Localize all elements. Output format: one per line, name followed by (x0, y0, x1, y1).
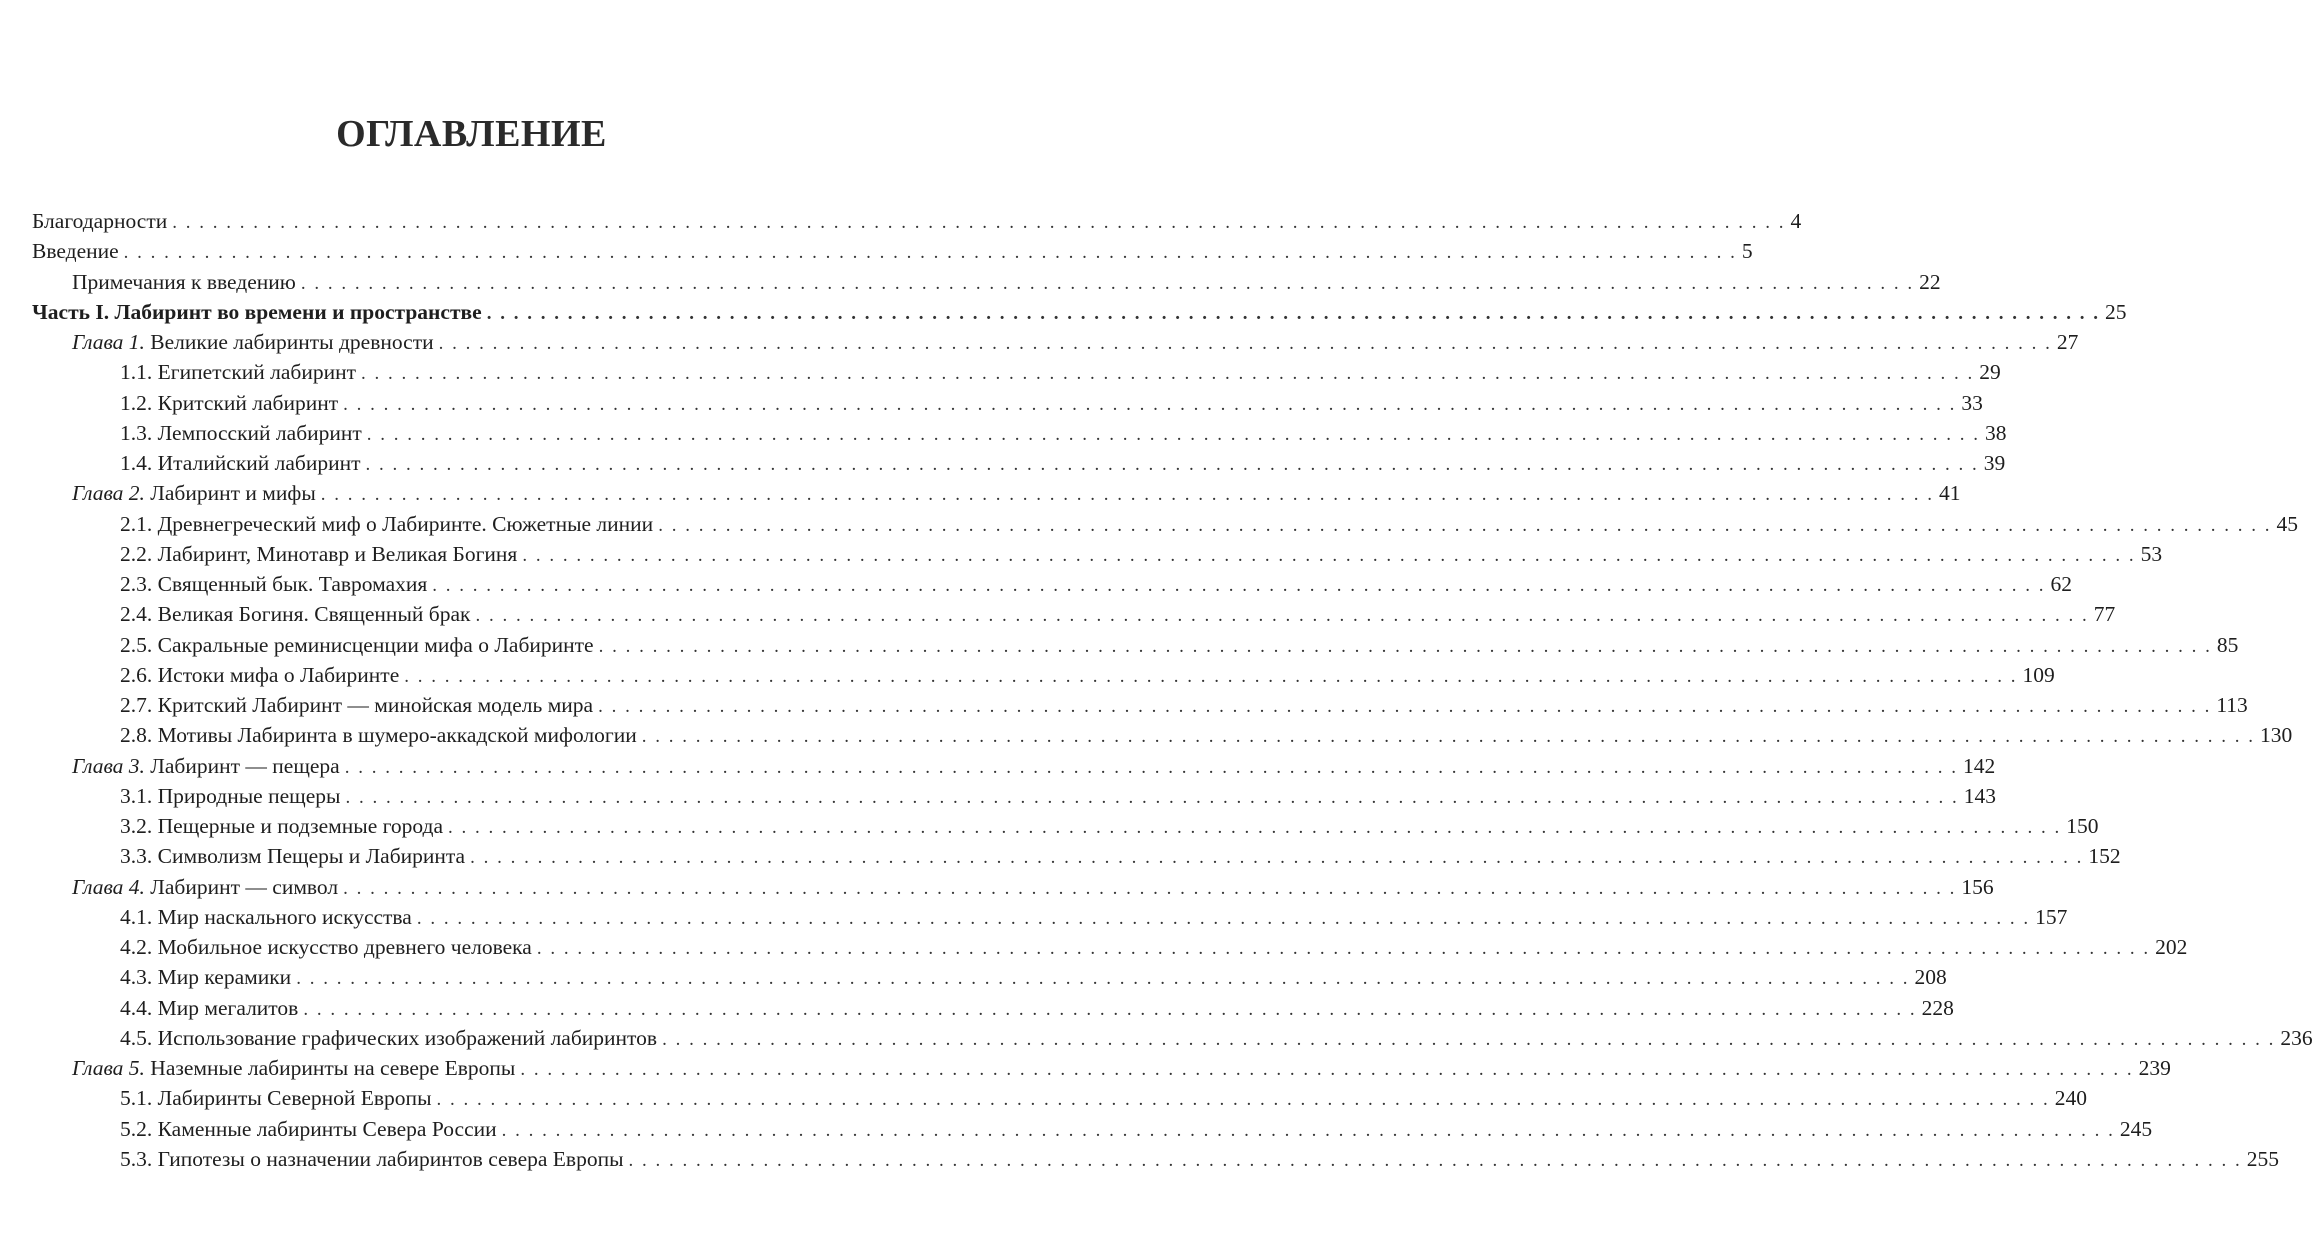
toc-entry-text: Наземные лабиринты на севере Европы (150, 1056, 516, 1080)
toc-entry-label (72, 478, 316, 508)
toc-entry (0, 630, 2239, 660)
toc-entry-label (120, 841, 465, 871)
dot-leader: . . . . . . . . . . . . . . . . . . . . . . . . . . . . . . . . . . . . . . . . . . . . . . . . . . . . . . . . . . . . . . . . . . . . . . . . . . . . . . . . . . . . . . . . . . . . . . . . . . . . . . . . . . . . . . . . . . . . . . . . (365, 454, 1979, 475)
dot-leader: . . . . . . . . . . . . . . . . . . . . . . . . . . . . . . . . . . . . . . . . . . . . . . . . . . . . . . . . . . . . . . . . . . . . . . . . . . . . . . . . . . . . . . . . . . . . . . . . . . . . . . . . . . . . . . . . . . . . . . . . (662, 1028, 2276, 1050)
toc-entry-text: 3.3. Символизм Пещеры и Лабиринта (120, 844, 466, 869)
toc-entry (0, 569, 2073, 599)
toc-entry (0, 297, 2127, 327)
toc-entry (0, 660, 2055, 690)
dot-leader: . . . . . . . . . . . . . . . . . . . . . . . . . . . . . . . . . . . . . . . . . . . . . . . . . . . . . . . . . . . . . . . . . . . . . . . . . . . . . . . . . . . . . . . . . . . . . . . . . . . . . . . . . . . . . . . . . . . . . . . . (598, 696, 2212, 717)
toc-page-number: 5 (1741, 239, 1753, 264)
dot-leader: . . . . . . . . . . . . . . . . . . . . . . . . . . . . . . . . . . . . . . . . . . . . . . . . . . . . . . . . . . . . . . . . . . . . . . . . . . . . . . . . . . . . . . . . . . . . . . . . . . . . . . . . . . . . . . . . . . . . . . . . (296, 968, 1910, 990)
toc-page-number: 39 (1983, 451, 2006, 475)
toc-page-number: 25 (2104, 299, 2127, 324)
toc-page-number: 4 (1790, 209, 1802, 233)
toc-entry-text: 3.1. Природные пещеры (120, 783, 341, 808)
toc-entry-text: 1.2. Критский лабиринт (120, 390, 339, 415)
toc-entry (0, 690, 2248, 720)
toc-entry-text: Примечания к введению (72, 269, 296, 294)
toc-entry (0, 720, 2293, 750)
toc-entry-label (120, 811, 443, 841)
toc-entry-label (120, 720, 637, 750)
dot-leader: . . . . . . . . . . . . . . . . . . . . . . . . . . . . . . . . . . . . . . . . . . . . . . . . . . . . . . . . . . . . . . . . . . . . . . . . . . . . . . . . . . . . . . . . . . . . . . . . . . . . . . . . . . . . . . . . . . . . . . . . (520, 1059, 2134, 1080)
toc-page-number: 85 (2216, 632, 2239, 657)
dot-leader: . . . . . . . . . . . . . . . . . . . . . . . . . . . . . . . . . . . . . . . . . . . . . . . . . . . . . . . . . . . . . . . . . . . . . . . . . . . . . . . . . . . . . . . . . . . . . . . . . . . . . . . . . . . . . . . . . . . . . . . . (436, 1089, 2050, 1111)
toc-entry-label (120, 690, 593, 720)
toc-entry-text: 2.8. Мотивы Лабиринта в шумеро-аккадской мифологии (120, 723, 637, 748)
toc-page-number: 142 (1962, 753, 1996, 778)
dot-leader: . . . . . . . . . . . . . . . . . . . . . . . . . . . . . . . . . . . . . . . . . . . . . . . . . . . . . . . . . . . . . . . . . . . . . . . . . . . . . . . . . . . . . . . . . . . . . . . . . . . . . . . . . . . . . . . . . . . . . . . . (628, 1149, 2242, 1171)
toc-entry-label (72, 751, 340, 781)
dot-leader: . . . . . . . . . . . . . . . . . . . . . . . . . . . . . . . . . . . . . . . . . . . . . . . . . . . . . . . . . . . . . . . . . . . . . . . . . . . . . . . . . . . . . . . . . . . . . . . . . . . . . . . . . . . . . . . . . . . . . . . . (404, 665, 2018, 687)
toc-page-number: 202 (2155, 935, 2188, 959)
toc-chapter-prefix: Глава 3. (72, 753, 145, 778)
toc-entry-text: 2.7. Критский Лабиринт — минойская модель мира (120, 693, 594, 717)
dot-leader: . . . . . . . . . . . . . . . . . . . . . . . . . . . . . . . . . . . . . . . . . . . . . . . . . . . . . . . . . . . . . . . . . . . . . . . . . . . . . . . . . . . . . . . . . . . . . . . . . . . . . . . . . . . . . . . . . . . . . . . . (300, 272, 1915, 294)
toc-entry-text: 2.5. Сакральные реминисценции мифа о Лабиринте (120, 632, 594, 657)
toc-entry (0, 357, 2001, 387)
toc-entry (0, 781, 1996, 811)
toc-entry-text: 4.3. Мир керамики (120, 965, 292, 990)
toc-entry (0, 327, 2079, 357)
toc-entry (0, 418, 2007, 448)
toc-entry-label (120, 1083, 432, 1113)
toc-entry-label (120, 388, 338, 418)
toc-page-number: 53 (2140, 541, 2163, 566)
toc-entry (0, 599, 2116, 629)
dot-leader: . . . . . . . . . . . . . . . . . . . . . . . . . . . . . . . . . . . . . . . . . . . . . . . . . . . . . . . . . . . . . . . . . . . . . . . . . . . . . . . . . . . . . . . . . . . . . . . . . . . . . . . . . . . . . . . . . . . . . . . . (486, 302, 2100, 324)
dot-leader: . . . . . . . . . . . . . . . . . . . . . . . . . . . . . . . . . . . . . . . . . . . . . . . . . . . . . . . . . . . . . . . . . . . . . . . . . . . . . . . . . . . . . . . . . . . . . . . . . . . . . . . . . . . . . . . . . . . . . . . . (303, 998, 1917, 1020)
dot-leader: . . . . . . . . . . . . . . . . . . . . . . . . . . . . . . . . . . . . . . . . . . . . . . . . . . . . . . . . . . . . . . . . . . . . . . . . . . . . . . . . . . . . . . . . . . . . . . . . . . . . . . . . . . . . . . . . . . . . . . . . (641, 726, 2255, 748)
dot-leader: . . . . . . . . . . . . . . . . . . . . . . . . . . . . . . . . . . . . . . . . . . . . . . . . . . . . . . . . . . . . . . . . . . . . . . . . . . . . . . . . . . . . . . . . . . . . . . . . . . . . . . . . . . . . . . . . . . . . . . . . (343, 393, 1957, 415)
toc-page-number: 33 (1961, 390, 1983, 415)
toc-page-number: 62 (2050, 572, 2073, 596)
toc-entry-text: 2.4. Великая Богиня. Священный брак (120, 602, 471, 627)
toc-entry (0, 841, 2121, 871)
toc-page-number: 38 (1985, 420, 2007, 445)
dot-leader: . . . . . . . . . . . . . . . . . . . . . . . . . . . . . . . . . . . . . . . . . . . . . . . . . . . . . . . . . . . . . . . . . . . . . . . . . . . . . . . . . . . . . . . . . . . . . . . . . . . . . . . . . . . . . . . . . . . . . . . . (416, 907, 2031, 929)
toc-entry-label (120, 569, 427, 599)
dot-leader: . . . . . . . . . . . . . . . . . . . . . . . . . . . . . . . . . . . . . . . . . . . . . . . . . . . . . . . . . . . . . . . . . . . . . . . . . . . . . . . . . . . . . . . . . . . . . . . . . . . . . . . . . . . . . . . . . . . . . . . . (432, 575, 2046, 596)
dot-leader: . . . . . . . . . . . . . . . . . . . . . . . . . . . . . . . . . . . . . . . . . . . . . . . . . . . . . . . . . . . . . . . . . . . . . . . . . . . . . . . . . . . . . . . . . . . . . . . . . . . . . . . . . . . . . . . . . . . . . . . . (366, 423, 1981, 445)
dot-leader: . . . . . . . . . . . . . . . . . . . . . . . . . . . . . . . . . . . . . . . . . . . . . . . . . . . . . . . . . . . . . . . . . . . . . . . . . . . . . . . . . . . . . . . . . . . . . . . . . . . . . . . . . . . . . . . . . . . . . . . . (470, 847, 2084, 869)
toc-entry (0, 509, 2298, 539)
dot-leader: . . . . . . . . . . . . . . . . . . . . . . . . . . . . . . . . . . . . . . . . . . . . . . . . . . . . . . . . . . . . . . . . . . . . . . . . . . . . . . . . . . . . . . . . . . . . . . . . . . . . . . . . . . . . . . . . . . . . . . . . (438, 333, 2052, 354)
toc-page-number: 150 (2066, 814, 2099, 838)
dot-leader: . . . . . . . . . . . . . . . . . . . . . . . . . . . . . . . . . . . . . . . . . . . . . . . . . . . . . . . . . . . . . . . . . . . . . . . . . . . . . . . . . . . . . . . . . . . . . . . . . . . . . . . . . . . . . . . . . . . . . . . . (361, 363, 1975, 385)
dot-leader: . . . . . . . . . . . . . . . . . . . . . . . . . . . . . . . . . . . . . . . . . . . . . . . . . . . . . . . . . . . . . . . . . . . . . . . . . . . . . . . . . . . . . . . . . . . . . . . . . . . . . . . . . . . . . . . . . . . . . . . . (658, 514, 2272, 536)
toc-entry-label (120, 902, 412, 932)
toc-page-number: 240 (2054, 1086, 2088, 1111)
dot-leader: . . . . . . . . . . . . . . . . . . . . . . . . . . . . . . . . . . . . . . . . . . . . . . . . . . . . . . . . . . . . . . . . . . . . . . . . . . . . . . . . . . . . . . . . . . . . . . . . . . . . . . . . . . . . . . . . . . . . . . . . (343, 877, 1957, 899)
toc-entry-text: Введение (32, 239, 119, 264)
toc-entry-label (120, 448, 361, 478)
dot-leader: . . . . . . . . . . . . . . . . . . . . . . . . . . . . . . . . . . . . . . . . . . . . . . . . . . . . . . . . . . . . . . . . . . . . . . . . . . . . . . . . . . . . . . . . . . . . . . . . . . . . . . . . . . . . . . . . . . . . . . . . (448, 817, 2062, 838)
dot-leader: . . . . . . . . . . . . . . . . . . . . . . . . . . . . . . . . . . . . . . . . . . . . . . . . . . . . . . . . . . . . . . . . . . . . . . . . . . . . . . . . . . . . . . . . . . . . . . . . . . . . . . . . . . . . . . . . . . . . . . . . (598, 635, 2212, 657)
toc-entry-label (120, 932, 532, 962)
toc-entry-text: 1.4. Италийский лабиринт (120, 451, 361, 475)
toc-chapter-prefix: Глава 1. (72, 330, 145, 354)
toc-entry (0, 872, 1994, 902)
toc-entry-text: 5.1. Лабиринты Северной Европы (120, 1086, 432, 1111)
toc-page-number: 41 (1939, 481, 1961, 506)
toc-entry-label (120, 993, 298, 1023)
toc-entry-text: 1.3. Лемпосский лабиринт (120, 420, 362, 445)
toc-entry-text: 2.2. Лабиринт, Минотавр и Великая Богиня (120, 541, 518, 566)
dot-leader: . . . . . . . . . . . . . . . . . . . . . . . . . . . . . . . . . . . . . . . . . . . . . . . . . . . . . . . . . . . . . . . . . . . . . . . . . . . . . . . . . . . . . . . . . . . . . . . . . . . . . . . . . . . . . . . . . . . . . . . . (522, 544, 2136, 566)
toc-page-number: 156 (1961, 874, 1994, 899)
toc-entry-label (120, 1114, 497, 1144)
page-title: ОГЛАВЛЕНИЕ (336, 113, 607, 155)
toc-entry-text: 2.3. Священный бык. Тавромахия (120, 572, 428, 596)
toc-page-number: 113 (2216, 693, 2248, 717)
toc-page-number: 255 (2246, 1146, 2280, 1171)
toc-entry-text: 2.6. Истоки мифа о Лабиринте (120, 662, 400, 687)
toc-entry (0, 902, 2068, 932)
toc-entry (0, 236, 1753, 266)
dot-leader: . . . . . . . . . . . . . . . . . . . . . . . . . . . . . . . . . . . . . . . . . . . . . . . . . . . . . . . . . . . . . . . . . . . . . . . . . . . . . . . . . . . . . . . . . . . . . . . . . . . . . . . . . . . . . . . . . . . . . . . . (345, 786, 1959, 808)
toc-entry-label (32, 297, 482, 327)
toc-entry (0, 811, 2099, 841)
dot-leader: . . . . . . . . . . . . . . . . . . . . . . . . . . . . . . . . . . . . . . . . . . . . . . . . . . . . . . . . . . . . . . . . . . . . . . . . . . . . . . . . . . . . . . . . . . . . . . . . . . . . . . . . . . . . . . . . . . . . . . . . (320, 484, 1935, 506)
toc-entry-text: Лабиринт — пещера (150, 753, 340, 778)
toc-entry (0, 932, 2188, 962)
toc-entry-label (120, 781, 340, 811)
toc-entry-text: Лабиринт и мифы (150, 481, 316, 506)
toc-page-number: 208 (1914, 965, 1947, 990)
toc-entry-text: Великие лабиринты древности (150, 330, 434, 354)
toc-page-number: 143 (1963, 783, 1996, 808)
toc-entry (0, 1023, 2313, 1053)
toc-entry (0, 478, 1961, 508)
dot-leader: . . . . . . . . . . . . . . . . . . . . . . . . . . . . . . . . . . . . . . . . . . . . . . . . . . . . . . . . . . . . . . . . . . . . . . . . . . . . . . . . . . . . . . . . . . . . . . . . . . . . . . . . . . . . . . . . . . . . . . . . (501, 1119, 2115, 1141)
toc-entry (0, 751, 1996, 781)
toc-entry-label (120, 630, 594, 660)
toc-page-number: 27 (2056, 330, 2079, 354)
toc-entry-text: 3.2. Пещерные и подземные города (120, 814, 444, 838)
dot-leader: . . . . . . . . . . . . . . . . . . . . . . . . . . . . . . . . . . . . . . . . . . . . . . . . . . . . . . . . . . . . . . . . . . . . . . . . . . . . . . . . . . . . . . . . . . . . . . . . . . . . . . . . . . . . . . . . . . . . . . . . (123, 242, 1737, 264)
toc-chapter-prefix: Глава 4. (72, 874, 145, 899)
toc-page-number: 157 (2035, 904, 2068, 929)
toc-page-number: 236 (2280, 1025, 2313, 1050)
toc-entry (0, 1053, 2171, 1083)
toc-entry-label (120, 962, 291, 992)
toc-entry-text: Благодарности (32, 209, 168, 233)
toc-entry (0, 448, 2006, 478)
toc-page-number: 239 (2138, 1056, 2171, 1080)
toc-page-number: 29 (1979, 360, 2001, 385)
toc-entry-text: 4.5. Использование графических изображений лабиринтов (120, 1025, 658, 1050)
toc-entry-label (72, 327, 434, 357)
toc-entry-text: 5.2. Каменные лабиринты Севера России (120, 1116, 497, 1141)
toc-page-number: 77 (2093, 602, 2116, 627)
toc-page-number: 245 (2119, 1116, 2153, 1141)
toc-entry (0, 993, 1954, 1023)
dot-leader: . . . . . . . . . . . . . . . . . . . . . . . . . . . . . . . . . . . . . . . . . . . . . . . . . . . . . . . . . . . . . . . . . . . . . . . . . . . . . . . . . . . . . . . . . . . . . . . . . . . . . . . . . . . . . . . . . . . . . . . . (536, 938, 2151, 959)
toc-entry-text: Лабиринт — символ (150, 874, 339, 899)
toc-entry-text: 1.1. Египетский лабиринт (120, 360, 357, 385)
toc-page-number: 152 (2088, 844, 2121, 869)
toc-entry-label (72, 1053, 515, 1083)
dot-leader: . . . . . . . . . . . . . . . . . . . . . . . . . . . . . . . . . . . . . . . . . . . . . . . . . . . . . . . . . . . . . . . . . . . . . . . . . . . . . . . . . . . . . . . . . . . . . . . . . . . . . . . . . . . . . . . . . . . . . . . . (475, 605, 2089, 627)
toc-entry (0, 1114, 2153, 1144)
toc-entry-label (120, 1023, 657, 1053)
toc-entry-label (72, 267, 296, 297)
toc-entry (0, 206, 1802, 236)
toc-entry-text: 5.3. Гипотезы о назначении лабиринтов севера Европы (120, 1146, 624, 1171)
toc-entry (0, 1083, 2088, 1113)
toc-entry-text: 4.1. Мир наскального искусства (120, 904, 412, 929)
dot-leader: . . . . . . . . . . . . . . . . . . . . . . . . . . . . . . . . . . . . . . . . . . . . . . . . . . . . . . . . . . . . . . . . . . . . . . . . . . . . . . . . . . . . . . . . . . . . . . . . . . . . . . . . . . . . . . . . . . . . . . . . (172, 212, 1786, 233)
toc-page-number: 228 (1921, 995, 1954, 1020)
toc-entry (0, 267, 1941, 297)
toc-entry (0, 539, 2163, 569)
toc-entry-label (32, 206, 167, 236)
toc-entry-label (120, 509, 653, 539)
toc-entry-label (120, 660, 399, 690)
toc-entry-text: 4.2. Мобильное искусство древнего человека (120, 935, 532, 959)
toc-entry-label (120, 599, 470, 629)
toc-entry (0, 1144, 2280, 1174)
toc-chapter-prefix: Глава 5. (72, 1056, 145, 1080)
toc-entry-label (120, 1144, 624, 1174)
toc-entry (0, 962, 1947, 992)
toc-entry-label (72, 872, 338, 902)
toc-page-number: 130 (2260, 723, 2293, 748)
toc-entry-label (32, 236, 119, 266)
toc-chapter-prefix: Глава 2. (72, 481, 145, 506)
toc-page-number: 109 (2022, 662, 2055, 687)
toc-entry (0, 388, 1983, 418)
toc-entry-text: Часть I. Лабиринт во времени и пространстве (32, 299, 482, 324)
toc-page-number: 45 (2276, 511, 2298, 536)
dot-leader: . . . . . . . . . . . . . . . . . . . . . . . . . . . . . . . . . . . . . . . . . . . . . . . . . . . . . . . . . . . . . . . . . . . . . . . . . . . . . . . . . . . . . . . . . . . . . . . . . . . . . . . . . . . . . . . . . . . . . . . . (344, 756, 1958, 778)
toc-page-number: 22 (1919, 269, 1941, 294)
toc-entry-text: 4.4. Мир мегалитов (120, 995, 299, 1020)
toc-entry-label (120, 539, 517, 569)
toc-entry-text: 2.1. Древнегреческий миф о Лабиринте. Сюжетные линии (120, 511, 654, 536)
toc-entry-label (120, 357, 356, 387)
toc-entry-label (120, 418, 362, 448)
